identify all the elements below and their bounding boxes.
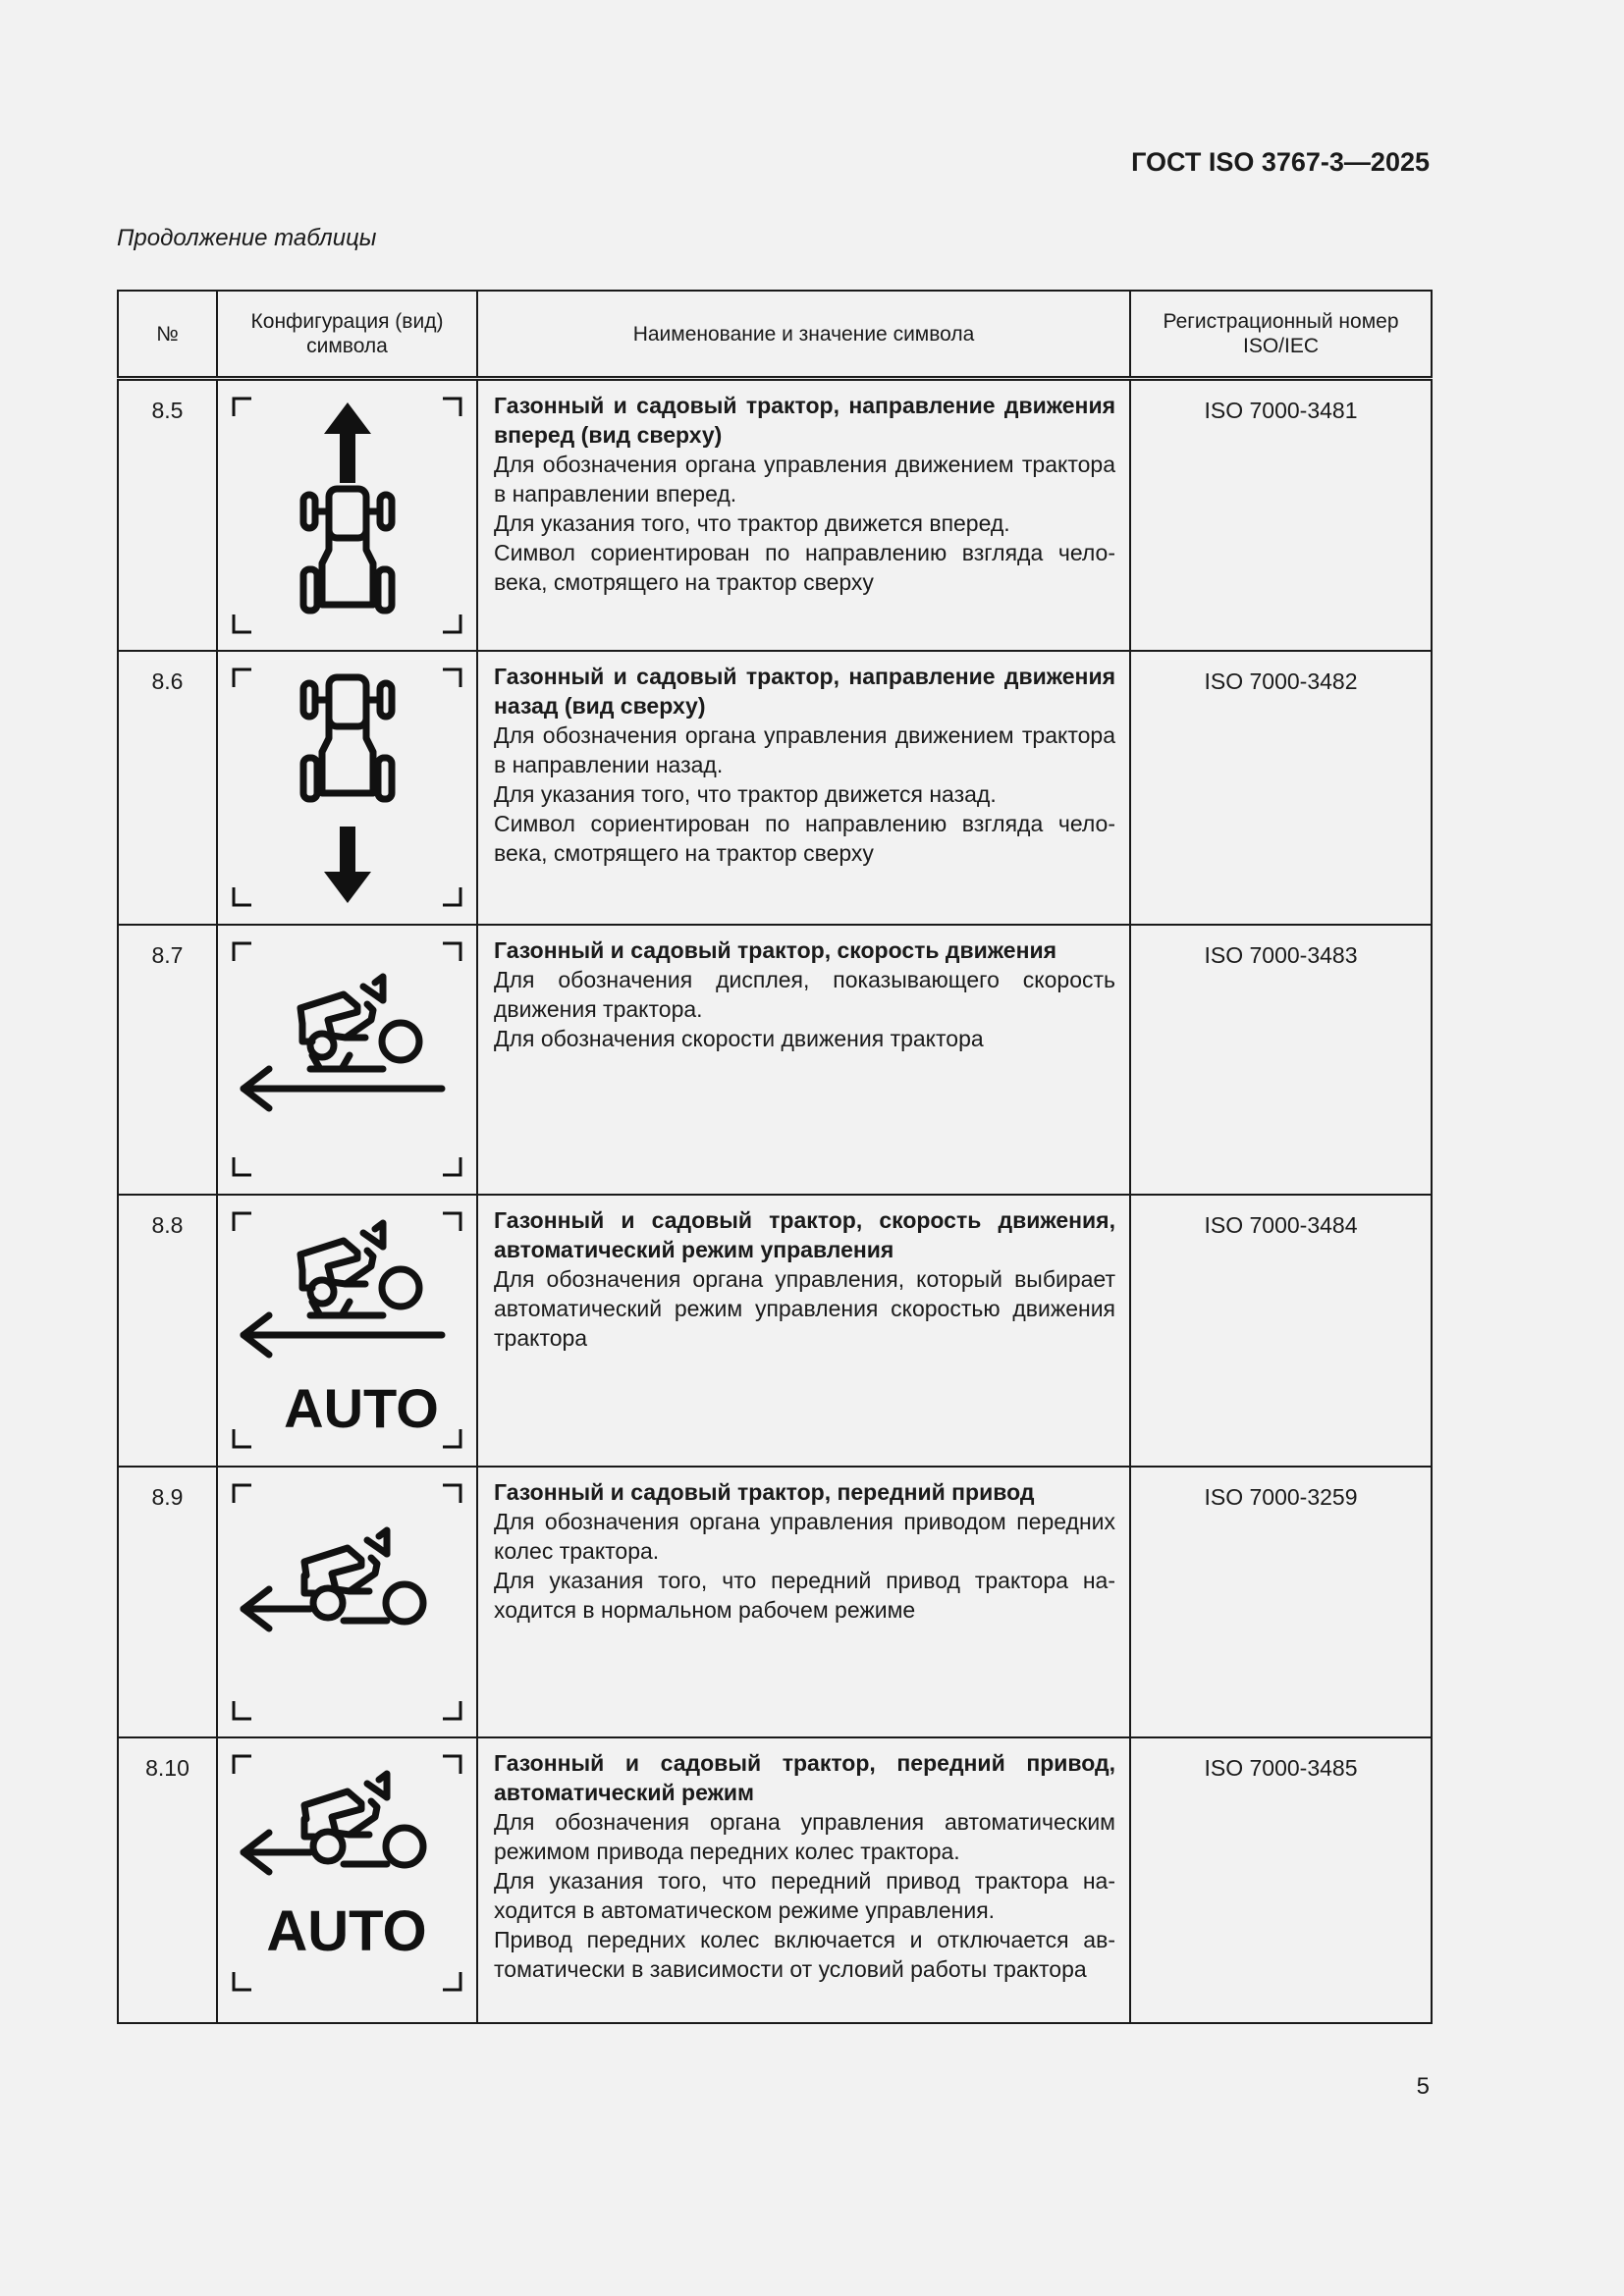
description-line: Для обозначения органа управления движением трактора в направлении назад.: [494, 722, 1115, 777]
symbol-title: Газонный и садовый трактор, направление движения вперед (вид сверху): [494, 393, 1115, 448]
description-line: Для указания того, что трактор движется вперед.: [494, 510, 1010, 536]
registration-number: ISO 7000-3484: [1130, 1195, 1432, 1467]
symbol-description: [477, 1467, 1130, 1737]
table-row: [118, 1737, 1432, 2023]
description-line: Символ сориентирован по направлению взгляда человека, смотрящего на трактор сверху: [494, 540, 1115, 595]
row-number: 8.9: [118, 1467, 217, 1737]
description-line: Привод передних колес включается и отключается автоматически в зависимости от условий работы трактора: [494, 1927, 1115, 1982]
table-row: [118, 925, 1432, 1195]
row-number: 8.8: [118, 1195, 217, 1467]
symbol-title: Газонный и садовый трактор, скорость движения, автоматический режим управления: [494, 1207, 1115, 1262]
column-header-configuration: Конфигурация (вид) символа: [217, 291, 477, 379]
table-row: [118, 379, 1432, 652]
description-line: Символ сориентирован по направлению взгляда человека, смотрящего на трактор сверху: [494, 811, 1115, 866]
symbol-cell: [217, 651, 477, 925]
symbol-title: Газонный и садовый трактор, скорость движения: [494, 937, 1057, 963]
symbol-description: [477, 1195, 1130, 1467]
column-header-name-meaning: Наименование и значение символа: [477, 291, 1130, 379]
registration-number: ISO 7000-3483: [1130, 925, 1432, 1195]
document-code: ГОСТ ISO 3767-3—2025: [1131, 147, 1430, 177]
registration-number: ISO 7000-3482: [1130, 651, 1432, 925]
column-header-number: №: [118, 291, 217, 379]
tractor-speed-icon: [218, 926, 476, 1194]
symbol-description: [477, 925, 1130, 1195]
row-number: 8.6: [118, 651, 217, 925]
registration-number: ISO 7000-3259: [1130, 1467, 1432, 1737]
description-line: Для обозначения скорости движения трактора: [494, 1026, 984, 1051]
tractor-front-drive-icon: [218, 1468, 476, 1736]
table-row: [118, 651, 1432, 925]
row-number: 8.7: [118, 925, 217, 1195]
description-line: Для обозначения органа управления, который выбирает автоматический режим управления скоростью движения трактора: [494, 1266, 1115, 1351]
symbol-cell: [217, 1195, 477, 1467]
symbol-cell: [217, 1467, 477, 1737]
description-line: Для обозначения органа управления автоматическим режимом привода передних колес трактора.: [494, 1809, 1115, 1864]
tractor-top-reverse-icon: [218, 652, 476, 924]
tractor-front-drive-auto-icon: [218, 1738, 476, 2022]
description-line: Для указания того, что передний привод трактора находится в нормальном рабочем режиме: [494, 1568, 1115, 1623]
description-line: Для указания того, что передний привод трактора находится в автоматическом режиме управления.: [494, 1868, 1115, 1923]
symbol-cell: [217, 379, 477, 652]
description-line: Для обозначения дисплея, показывающего скорость движения трактора.: [494, 967, 1115, 1022]
description-line: Для обозначения органа управления движением трактора в направлении вперед.: [494, 452, 1115, 507]
page-number: 5: [1416, 2073, 1430, 2100]
symbol-title: Газонный и садовый трактор, передний привод: [494, 1479, 1035, 1505]
symbol-cell: [217, 1737, 477, 2023]
auto-label: AUTO: [284, 1377, 439, 1439]
registration-number: ISO 7000-3481: [1130, 379, 1432, 652]
tractor-top-forward-icon: [218, 381, 476, 650]
tractor-speed-auto-icon: [218, 1196, 476, 1466]
symbol-description: [477, 379, 1130, 652]
symbol-description: [477, 651, 1130, 925]
symbol-cell: [217, 925, 477, 1195]
symbol-title: Газонный и садовый трактор, передний привод, автоматический режим: [494, 1750, 1115, 1805]
symbol-description: [477, 1737, 1130, 2023]
row-number: 8.5: [118, 379, 217, 652]
symbols-table: [117, 290, 1433, 2024]
description-line: Для обозначения органа управления приводом передних колес трактора.: [494, 1509, 1115, 1564]
table-row: [118, 1467, 1432, 1737]
table-continuation-caption: Продолжение таблицы: [117, 225, 377, 251]
row-number: 8.10: [118, 1737, 217, 2023]
symbol-title: Газонный и садовый трактор, направление движения назад (вид сверху): [494, 664, 1115, 719]
table-row: [118, 1195, 1432, 1467]
description-line: Для указания того, что трактор движется назад.: [494, 781, 997, 807]
registration-number: ISO 7000-3485: [1130, 1737, 1432, 2023]
table-header-row: [118, 291, 1432, 379]
auto-label: AUTO: [266, 1899, 427, 1963]
column-header-registration: Регистрационный номер ISO/IEC: [1130, 291, 1432, 379]
